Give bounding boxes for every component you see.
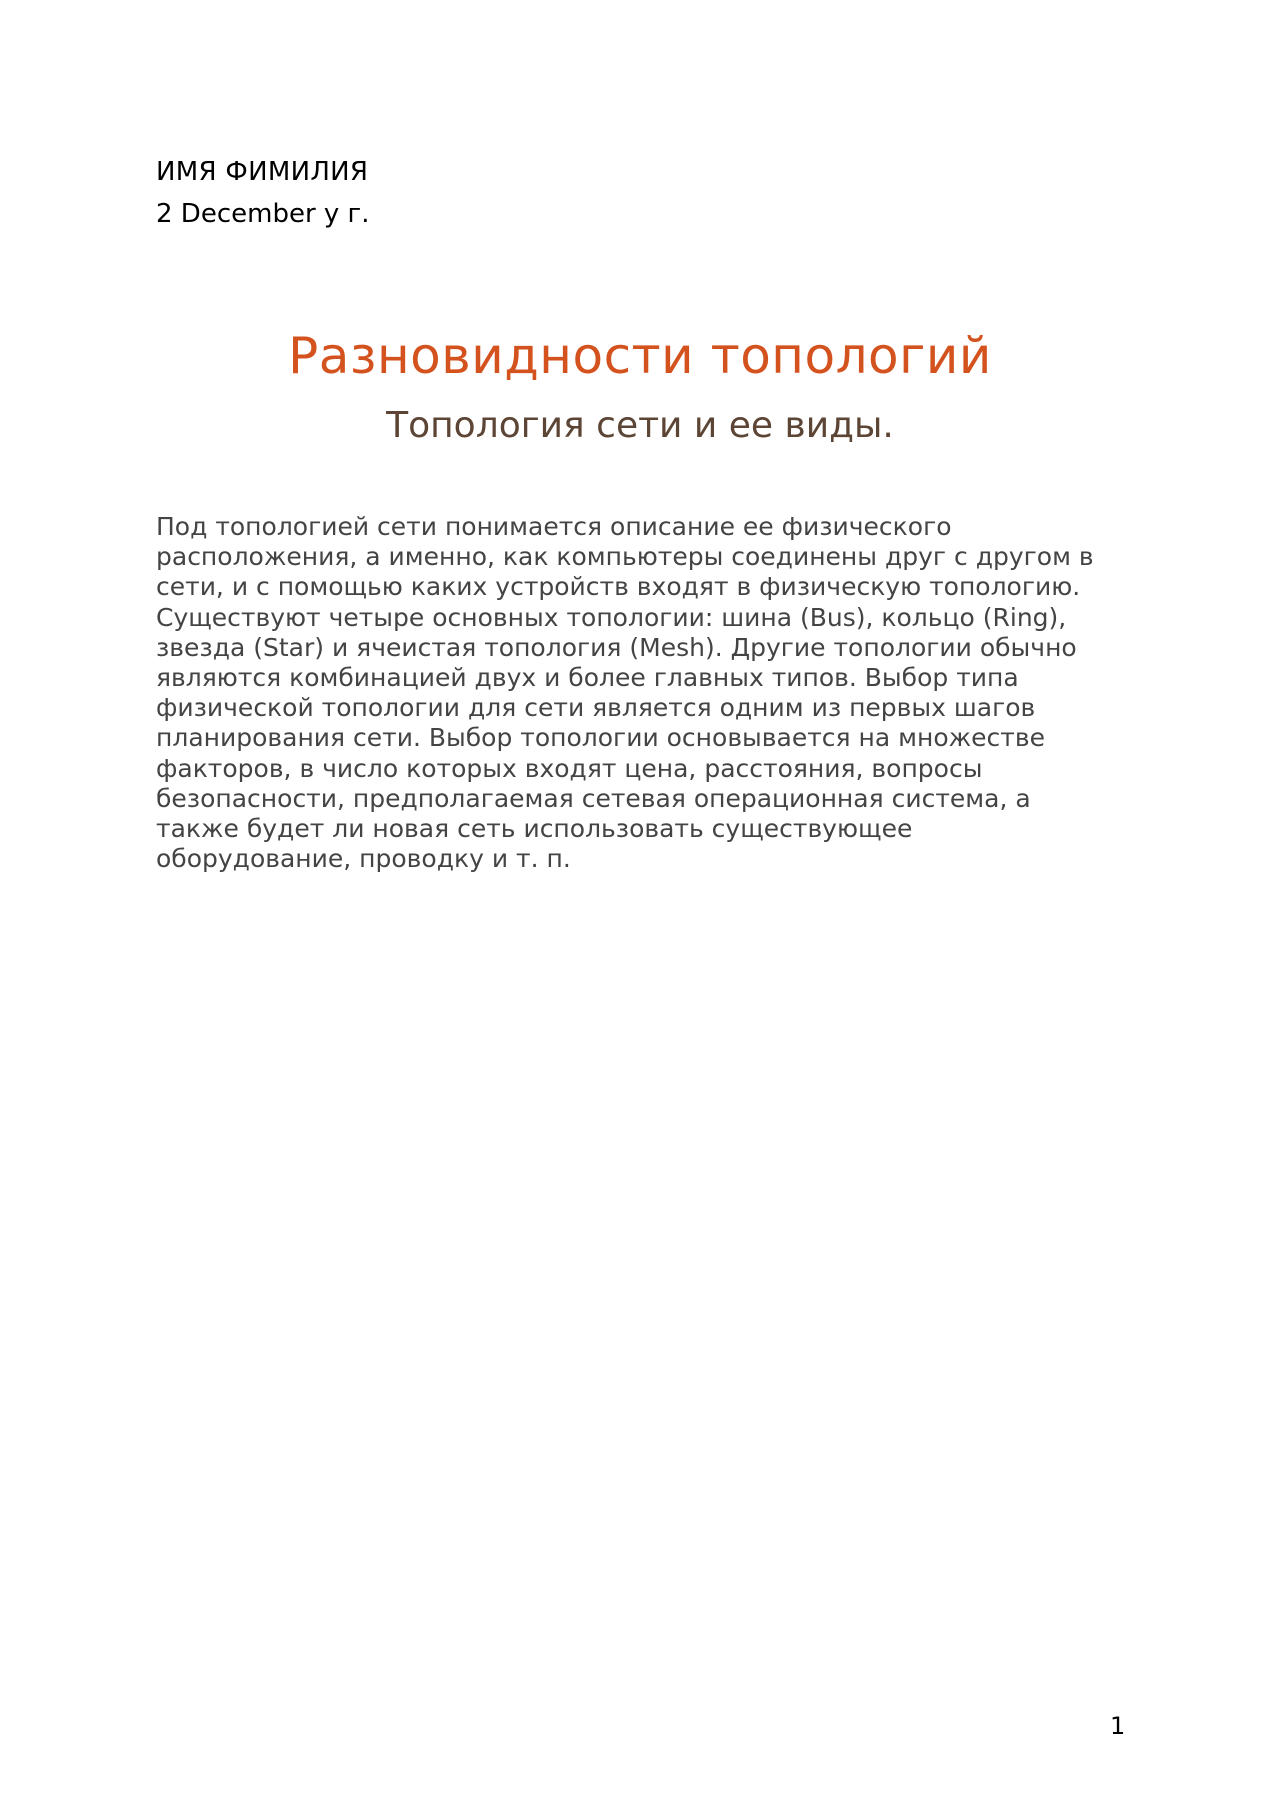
paragraph-line: оборудование, проводку и т. п. — [156, 844, 571, 874]
body-paragraph — [156, 512, 1136, 874]
paragraph-line: физической топологии для сети является одним из первых шагов — [156, 693, 1036, 723]
page-number: 1 — [1110, 1712, 1126, 1740]
document-date: 2 December y г. — [156, 199, 370, 229]
author-name: ИМЯ ФИМИЛИЯ — [156, 157, 369, 187]
paragraph-line: планирования сети. Выбор топологии основывается на множестве — [156, 723, 1045, 753]
paragraph-line: также будет ли новая сеть использовать существующее — [156, 814, 913, 844]
paragraph-line: являются комбинацией двух и более главных типов. Выбор типа — [156, 663, 1019, 693]
paragraph-line: звезда (Star) и ячеистая топология (Mesh). Другие топологии обычно — [156, 632, 1077, 662]
document-subtitle: Топология сети и ее виды. — [386, 405, 894, 446]
paragraph-line: безопасности, предполагаемая сетевая операционная система, а — [156, 783, 1031, 813]
paragraph-line: расположения, а именно, как компьютеры соединены друг с другом в — [156, 542, 1094, 572]
paragraph-line: Существуют четыре основных топологии: шина (Bus), кольцо (Ring), — [156, 602, 1067, 632]
paragraph-line: сети, и с помощью каких устройств входят в физическую топологию. — [156, 572, 1081, 602]
paragraph-line: факторов, в число которых входят цена, расстояния, вопросы — [156, 753, 983, 783]
document-title: Разновидности топологий — [288, 327, 992, 385]
paragraph-line: Под топологией сети понимается описание ее физического — [156, 512, 952, 541]
